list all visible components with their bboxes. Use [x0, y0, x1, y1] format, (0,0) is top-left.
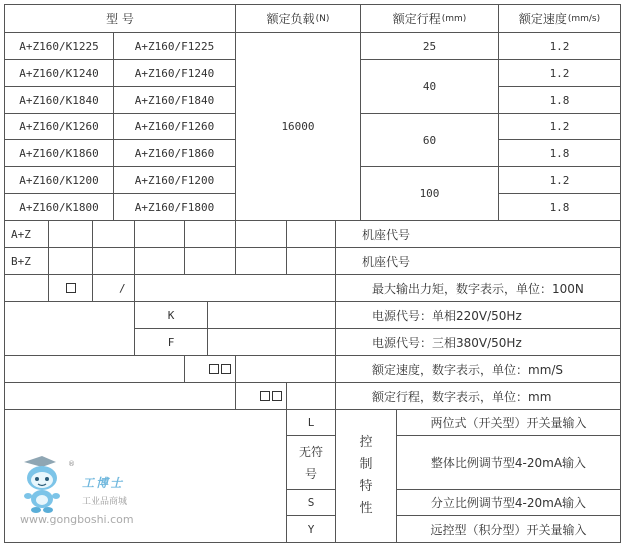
code-cell-k2 — [208, 302, 336, 329]
model-f-3: A+Z160/F1260 — [114, 114, 236, 140]
code-cell-a6 — [287, 221, 336, 248]
code-cell-a1 — [49, 221, 93, 248]
control-none: 无符号 — [287, 436, 336, 490]
logo-url: www.gongboshi.com — [20, 513, 134, 526]
desc-speed: 额定速度，数字表示，单位：mm/S — [336, 356, 621, 383]
model-f-0: A+Z160/F1225 — [114, 33, 236, 60]
placeholder-box-icon — [221, 364, 231, 374]
header-speed-text: 额定速度 — [518, 12, 567, 26]
model-k-0: A+Z160/K1225 — [4, 33, 114, 60]
desc-stroke: 额定行程，数字表示，单位：mm — [336, 383, 621, 410]
model-f-6: A+Z160/F1800 — [114, 194, 236, 221]
desc-force: 最大输出力矩，数字表示，单位：100N — [336, 275, 621, 302]
speed-3: 1.2 — [499, 114, 621, 140]
desc-base: 机座代号 — [336, 221, 621, 248]
control-s: S — [287, 490, 336, 516]
registered-mark: ® — [68, 460, 75, 468]
control-title-char: 性 — [359, 501, 373, 516]
code-cell-k0 — [4, 302, 135, 356]
code-cell-b2 — [93, 248, 135, 275]
control-desc-l: 两位式（开关型）开关量输入 — [397, 410, 621, 436]
control-desc-y: 远控型（积分型）开关量输入 — [397, 516, 621, 543]
speed-2: 1.8 — [499, 87, 621, 114]
force-boxes — [49, 275, 93, 302]
model-k-2: A+Z160/K1840 — [4, 87, 114, 114]
control-title-char: 控 — [359, 435, 373, 450]
speed-boxes — [185, 356, 236, 383]
header-model-text: 型 号 — [106, 12, 134, 26]
header-load-text: 额定负载 — [266, 12, 315, 26]
header-model — [4, 4, 236, 33]
placeholder-box-icon — [66, 283, 76, 293]
header-load-unit: (N) — [315, 13, 330, 24]
code-cell-c0 — [4, 275, 49, 302]
desc-power-k: 电源代号：单相220V/50Hz — [336, 302, 621, 329]
speed-5: 1.2 — [499, 167, 621, 194]
placeholder-box-icon — [272, 391, 282, 401]
model-f-1: A+Z160/F1240 — [114, 60, 236, 87]
gongboshi-logo — [16, 452, 146, 536]
code-k: K — [135, 302, 208, 329]
model-k-3: A+Z160/K1260 — [4, 114, 114, 140]
stroke-boxes — [236, 383, 287, 410]
code-cell-b5 — [236, 248, 287, 275]
model-f-5: A+Z160/F1200 — [114, 167, 236, 194]
code-cell-b1 — [49, 248, 93, 275]
placeholder-box-icon — [260, 391, 270, 401]
speed-1: 1.2 — [499, 60, 621, 87]
code-cell-f2 — [208, 329, 336, 356]
code-az: A+Z — [4, 221, 49, 248]
code-cell-a5 — [236, 221, 287, 248]
code-f: F — [135, 329, 208, 356]
header-speed-unit: (mm/s) — [567, 13, 601, 24]
stroke-25: 25 — [361, 33, 499, 60]
code-cell-c3 — [135, 275, 336, 302]
logo-name: 工博士 — [82, 476, 125, 490]
speed-0: 1.2 — [499, 33, 621, 60]
header-load — [236, 4, 361, 33]
stroke-40: 40 — [361, 60, 499, 114]
header-stroke-text: 额定行程 — [392, 12, 441, 26]
header-stroke-unit: (mm) — [441, 13, 467, 24]
load-value: 16000 — [236, 33, 361, 221]
code-cell-a3 — [135, 221, 185, 248]
model-k-4: A+Z160/K1860 — [4, 140, 114, 167]
desc-power-f: 电源代号：三相380V/50Hz — [336, 329, 621, 356]
speed-4: 1.8 — [499, 140, 621, 167]
code-cell-a2 — [93, 221, 135, 248]
control-desc-s: 分立比例调节型4-20mA输入 — [397, 490, 621, 516]
control-desc-none: 整体比例调节型4-20mA输入 — [397, 436, 621, 490]
logo-tagline: 工业品商城 — [82, 497, 128, 507]
control-l: L — [287, 410, 336, 436]
model-k-5: A+Z160/K1200 — [4, 167, 114, 194]
desc-base-2: 机座代号 — [336, 248, 621, 275]
control-title — [336, 410, 397, 543]
model-k-1: A+Z160/K1240 — [4, 60, 114, 87]
code-cell-t0 — [4, 383, 236, 410]
code-cell-t2 — [287, 383, 336, 410]
code-cell-b6 — [287, 248, 336, 275]
code-bz: B+Z — [4, 248, 49, 275]
model-f-4: A+Z160/F1860 — [114, 140, 236, 167]
placeholder-box-icon — [209, 364, 219, 374]
speed-6: 1.8 — [499, 194, 621, 221]
stroke-60: 60 — [361, 114, 499, 167]
control-title-char: 特 — [359, 479, 373, 494]
code-cell-b3 — [135, 248, 185, 275]
code-cell-s2 — [236, 356, 336, 383]
stroke-100: 100 — [361, 167, 499, 221]
code-slash: / — [93, 275, 135, 302]
code-cell-b4 — [185, 248, 236, 275]
control-title-char: 制 — [359, 457, 373, 472]
model-f-2: A+Z160/F1840 — [114, 87, 236, 114]
control-y: Y — [287, 516, 336, 543]
code-cell-s0 — [4, 356, 185, 383]
header-stroke — [361, 4, 499, 33]
header-speed — [499, 4, 621, 33]
model-k-6: A+Z160/K1800 — [4, 194, 114, 221]
code-cell-a4 — [185, 221, 236, 248]
